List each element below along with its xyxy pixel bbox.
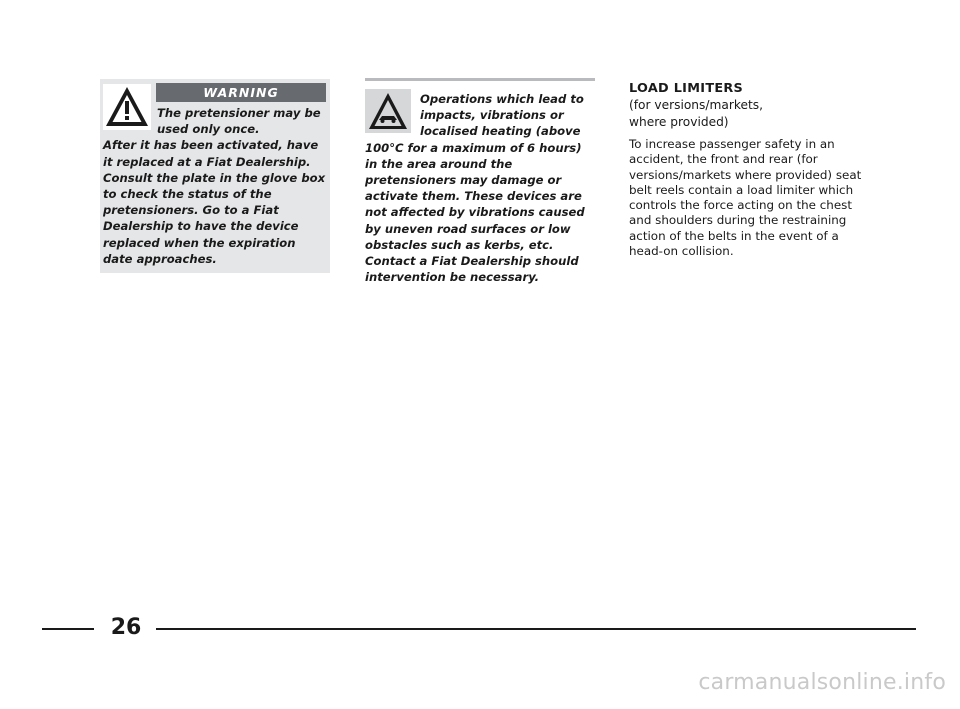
load-limiters-title: LOAD LIMITERS (629, 81, 744, 96)
load-limiters-subtitle-1: (for versions/markets, (629, 98, 763, 112)
warning-label: WARNING (156, 83, 326, 102)
operations-text-first: Operations which lead to impacts, vibrations or localised heating (above (420, 92, 584, 139)
operations-text-rest: 100°C for a maximum of 6 hours) in the area around the pretensioners may damage or activate them. These devices are not affected by vibrations caused by uneven road surfaces or low obstacles such as kerbs, etc. Contact a Fiat Dealership should intervention be necessary. (365, 140, 585, 285)
load-limiters-section (629, 80, 869, 259)
footer-rule-left (42, 628, 94, 630)
footer-rule-right (156, 628, 916, 630)
watermark: carmanualsonline.info (698, 670, 946, 695)
warning-text (103, 105, 329, 267)
warning-box (100, 79, 330, 273)
load-limiters-body: To increase passenger safety in an accident, the front and rear (for versions/markets where provided) seat belt reels contain a load limiter which controls the force acting on the chest and shoulders during the restraining action of the belts in the event of a head-on collision. (629, 137, 862, 259)
page-number: 26 (110, 615, 142, 640)
warning-text-first: The pretensioner may be used only once. (157, 106, 321, 137)
operations-box (365, 78, 595, 285)
vehicle-warning-triangle-icon (365, 89, 411, 133)
load-limiters-subtitle-2: where provided) (629, 115, 729, 129)
warning-text-rest: After it has been activated, have it replaced at a Fiat Dealership. Consult the plate in the glove box to check the status of the pretensioners. Go to a Fiat Dealership to have the device replaced when the expiration date approaches. (103, 138, 326, 266)
